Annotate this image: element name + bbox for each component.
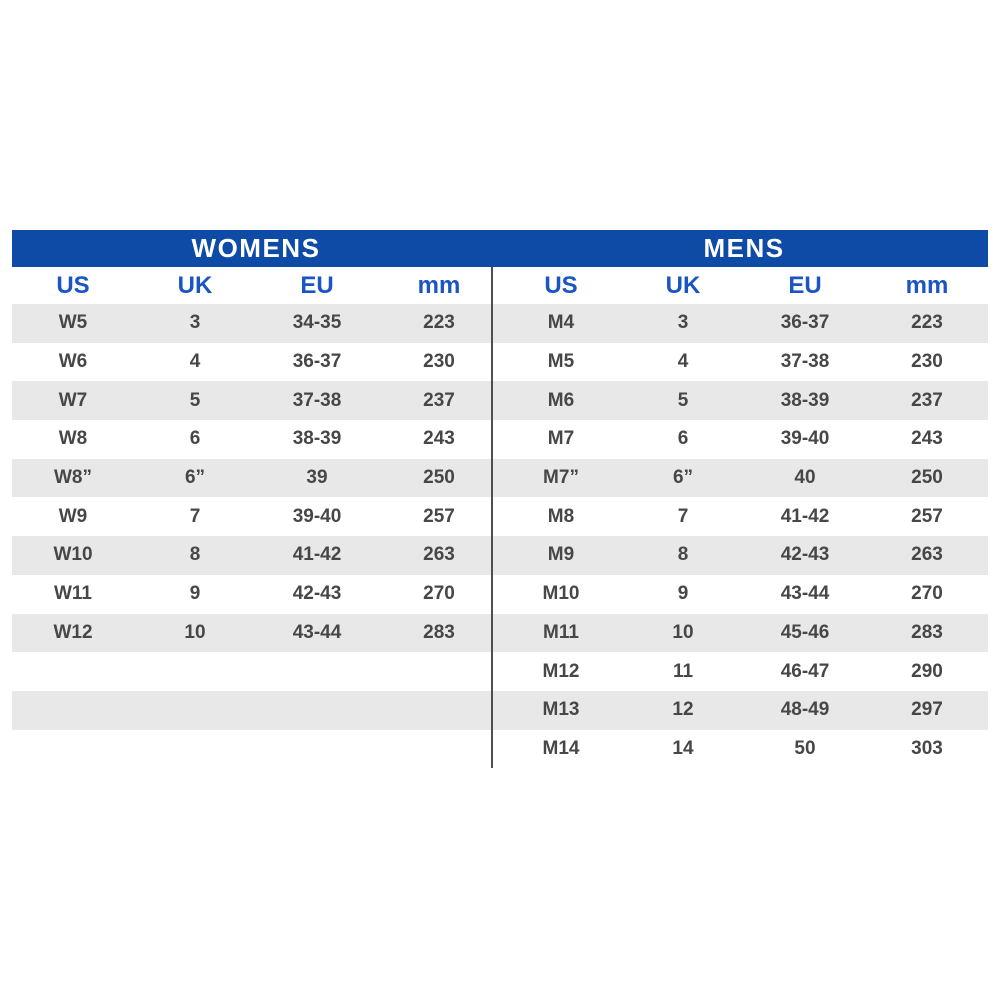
us-cell: M7 <box>547 428 575 450</box>
table-row <box>500 536 988 575</box>
eu-cell: 38-39 <box>780 389 830 411</box>
us-cell: W8” <box>54 467 92 489</box>
eu-cell: 40 <box>794 467 816 489</box>
table-row <box>500 304 988 343</box>
mm-cell: 283 <box>911 621 943 643</box>
eu-cell: 43-44 <box>292 621 342 643</box>
table-row <box>500 497 988 536</box>
womens-table <box>12 267 500 768</box>
mm-cell: 230 <box>423 351 455 373</box>
uk-cell: 3 <box>189 312 201 334</box>
uk-cell: 5 <box>677 389 689 411</box>
table-row <box>12 381 500 420</box>
table-row <box>500 343 988 382</box>
table-row <box>12 730 500 769</box>
eu-cell: 48-49 <box>780 699 830 721</box>
table-row <box>500 420 988 459</box>
table-row <box>500 691 988 730</box>
eu-cell: 46-47 <box>780 660 830 682</box>
tables <box>12 267 988 768</box>
mm-cell: 283 <box>423 621 455 643</box>
table-row <box>500 614 988 653</box>
mm-cell: 297 <box>911 699 943 721</box>
us-cell: M4 <box>547 312 575 334</box>
eu-cell: 50 <box>794 737 816 759</box>
us-cell: M12 <box>542 660 580 682</box>
table-row <box>12 304 500 343</box>
mm-cell: 290 <box>911 660 943 682</box>
womens-table-body <box>12 304 500 768</box>
mm-cell: 250 <box>911 467 943 489</box>
mm-cell: 237 <box>911 389 943 411</box>
mens-column-headers <box>500 267 988 304</box>
uk-column-header: UK <box>665 271 701 299</box>
eu-cell: 36-37 <box>292 351 342 373</box>
uk-cell: 6” <box>672 467 694 489</box>
uk-cell: 6 <box>189 428 201 450</box>
eu-cell: 36-37 <box>780 312 830 334</box>
mens-table-body <box>500 304 988 768</box>
eu-cell: 39-40 <box>292 505 342 527</box>
uk-cell: 10 <box>672 621 694 643</box>
table-row <box>500 459 988 498</box>
uk-cell: 7 <box>677 505 689 527</box>
us-cell: M5 <box>547 351 575 373</box>
eu-cell: 41-42 <box>780 505 830 527</box>
uk-cell: 8 <box>677 544 689 566</box>
eu-cell: 39 <box>306 467 328 489</box>
title-bar <box>12 230 988 267</box>
us-cell: M11 <box>543 621 579 643</box>
section-divider-line <box>491 267 493 768</box>
eu-cell: 41-42 <box>292 544 342 566</box>
table-row <box>12 497 500 536</box>
mens-section-title: MENS <box>703 233 785 263</box>
mm-cell: 270 <box>423 583 455 605</box>
mm-cell: 270 <box>911 583 943 605</box>
uk-cell: 4 <box>677 351 689 373</box>
uk-cell: 9 <box>189 583 201 605</box>
table-row <box>12 614 500 653</box>
mm-cell: 223 <box>911 312 943 334</box>
mm-cell: 223 <box>423 312 455 334</box>
us-cell: W10 <box>53 544 93 566</box>
us-cell: M10 <box>542 583 580 605</box>
us-column-header: US <box>544 271 578 299</box>
eu-cell: 43-44 <box>780 583 830 605</box>
mm-column-header: mm <box>905 271 949 299</box>
table-row <box>12 420 500 459</box>
uk-cell: 8 <box>189 544 201 566</box>
us-cell: M14 <box>542 737 580 759</box>
table-row <box>12 536 500 575</box>
uk-cell: 12 <box>672 699 694 721</box>
us-cell: M13 <box>542 699 580 721</box>
mm-cell: 250 <box>423 467 455 489</box>
us-cell: W7 <box>58 389 88 411</box>
uk-cell: 10 <box>184 621 206 643</box>
eu-cell: 42-43 <box>780 544 830 566</box>
us-cell: W11 <box>53 583 93 605</box>
womens-column-headers <box>12 267 500 304</box>
uk-cell: 7 <box>189 505 201 527</box>
mm-cell: 257 <box>911 505 943 527</box>
uk-cell: 14 <box>672 737 694 759</box>
size-chart <box>12 230 988 768</box>
us-cell: M8 <box>547 505 575 527</box>
us-cell: M9 <box>547 544 575 566</box>
table-row <box>12 575 500 614</box>
uk-cell: 5 <box>189 389 201 411</box>
us-column-header: US <box>56 271 90 299</box>
table-row <box>500 381 988 420</box>
table-row <box>12 652 500 691</box>
eu-cell: 45-46 <box>780 621 830 643</box>
us-cell: M6 <box>547 389 575 411</box>
uk-cell: 6 <box>677 428 689 450</box>
mm-cell: 243 <box>423 428 455 450</box>
mens-table <box>500 267 988 768</box>
table-row <box>12 691 500 730</box>
uk-column-header: UK <box>177 271 213 299</box>
eu-cell: 34-35 <box>292 312 342 334</box>
uk-cell: 3 <box>677 312 689 334</box>
eu-cell: 37-38 <box>292 389 342 411</box>
us-cell: M7” <box>543 467 579 489</box>
table-row <box>500 730 988 769</box>
eu-cell: 38-39 <box>292 428 342 450</box>
eu-cell: 37-38 <box>780 351 830 373</box>
mm-cell: 230 <box>911 351 943 373</box>
table-row <box>12 343 500 382</box>
eu-cell: 42-43 <box>292 583 342 605</box>
us-cell: W5 <box>58 312 88 334</box>
uk-cell: 4 <box>189 351 201 373</box>
uk-cell: 9 <box>677 583 689 605</box>
mm-cell: 237 <box>423 389 455 411</box>
table-row <box>500 575 988 614</box>
mm-cell: 263 <box>911 544 943 566</box>
table-row <box>500 652 988 691</box>
eu-column-header: EU <box>300 271 334 299</box>
eu-cell: 39-40 <box>780 428 830 450</box>
mm-column-header: mm <box>417 271 461 299</box>
table-row <box>12 459 500 498</box>
mm-cell: 257 <box>423 505 455 527</box>
mm-cell: 243 <box>911 428 943 450</box>
eu-column-header: EU <box>788 271 822 299</box>
us-cell: W8 <box>58 428 88 450</box>
womens-section-title: WOMENS <box>191 233 321 263</box>
mm-cell: 303 <box>911 737 943 759</box>
us-cell: W9 <box>58 505 88 527</box>
uk-cell: 11 <box>672 660 694 682</box>
us-cell: W6 <box>58 351 88 373</box>
uk-cell: 6” <box>184 467 206 489</box>
mm-cell: 263 <box>423 544 455 566</box>
us-cell: W12 <box>53 621 93 643</box>
